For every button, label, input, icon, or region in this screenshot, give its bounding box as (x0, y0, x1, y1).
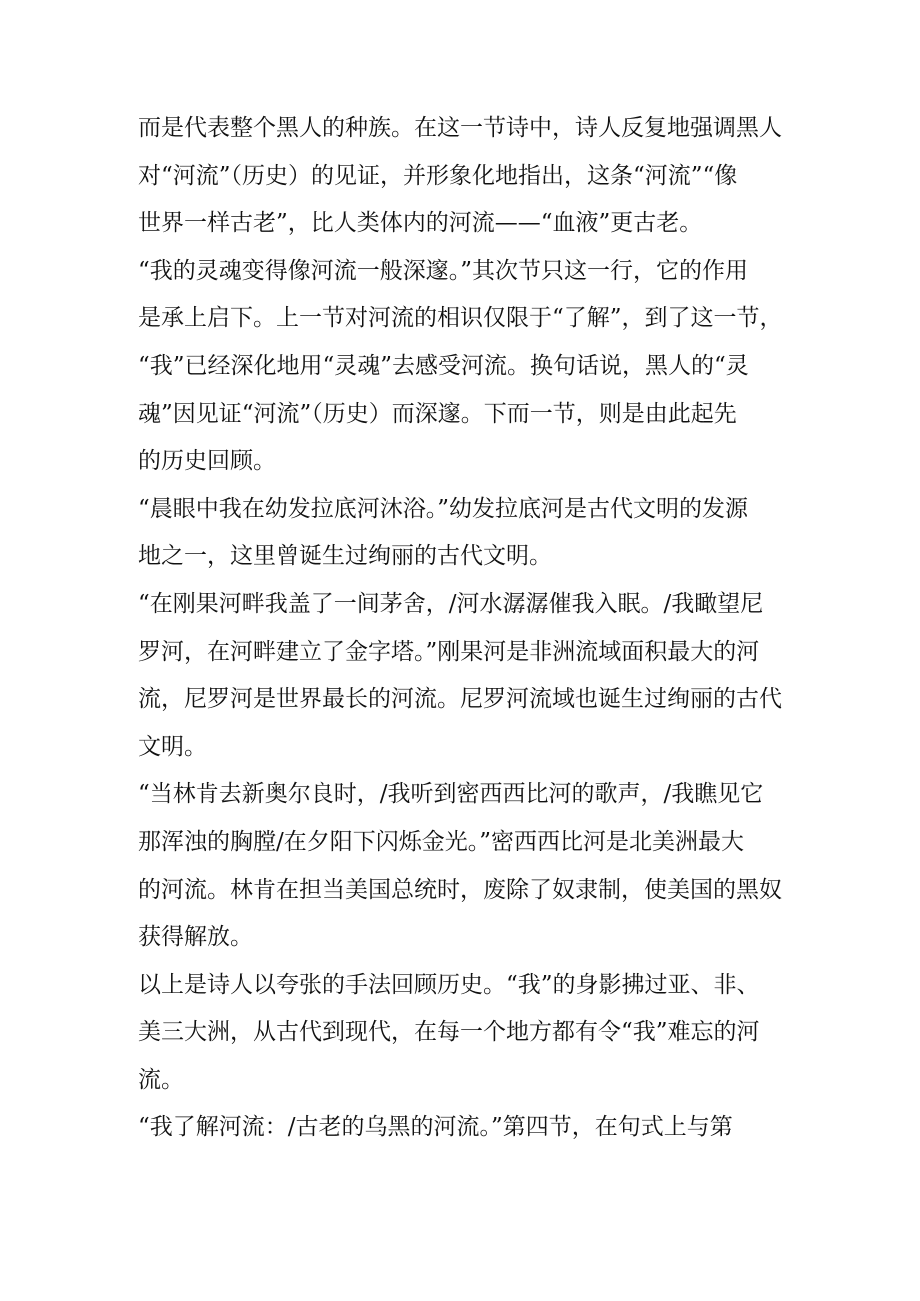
text-line-13: 流，尼罗河是世界最长的河流。尼罗河流域也诞生过绚丽的古代 (138, 686, 782, 713)
text-line-8: 的历史回顾。 (138, 448, 276, 475)
text-line-7: 魂”因见证“河流”（历史）而深邃。下而一节，则是由此起先 (138, 400, 737, 427)
text-line-22: “我了解河流：/古老的乌黑的河流。”第四节，在句式上与第 (138, 1114, 733, 1141)
text-line-18: 获得解放。 (138, 924, 253, 951)
text-line-14: 文明。 (138, 733, 207, 760)
body-text (138, 105, 788, 1152)
text-line-10: 地之一，这里曾诞生过绚丽的古代文明。 (138, 543, 552, 570)
text-line-12: 罗河，在河畔建立了金字塔。”刚果河是非洲流域面积最大的河 (138, 638, 760, 665)
text-line-4: “我的灵魂变得像河流一般深邃。”其次节只这一行，它的作用 (138, 257, 749, 284)
text-line-16: 那浑浊的胸膛/在夕阳下闪烁金光。”密西西比河是北美洲最大 (138, 828, 745, 855)
text-line-9: “晨眼中我在幼发拉底河沐浴。”幼发拉底河是古代文明的发源 (138, 495, 749, 522)
text-line-11: “在刚果河畔我盖了一间茅舍，/河水潺潺催我入眠。/我瞰望尼 (138, 590, 764, 617)
text-line-2: 对“河流”（历史）的见证，并形象化地指出，这条“河流”“像 (138, 162, 738, 189)
text-line-17: 的河流。林肯在担当美国总统时，废除了奴隶制，使美国的黑奴 (138, 876, 782, 903)
text-line-5: 是承上启下。上一节对河流的相识仅限于“了解”，到了这一节， (138, 305, 783, 332)
text-line-6: “我”已经深化地用“灵魂”去感受河流。换句话说，黑人的“灵 (138, 352, 749, 379)
text-line-20: 美三大洲，从古代到现代，在每一个地方都有令“我”难忘的河 (138, 1019, 760, 1046)
text-line-19: 以上是诗人以夸张的手法回顾历史。“我”的身影拂过亚、非、 (138, 971, 760, 998)
text-line-15: “当林肯去新奥尔良时，/我听到密西西比河的歌声，/我瞧见它 (138, 781, 764, 808)
text-line-21: 流。 (138, 1066, 184, 1093)
text-line-1: 而是代表整个黑人的种族。在这一节诗中，诗人反复地强调黑人 (138, 115, 782, 141)
text-line-3: 世界一样古老”，比人类体内的河流——“血液”更古老。 (138, 210, 703, 237)
